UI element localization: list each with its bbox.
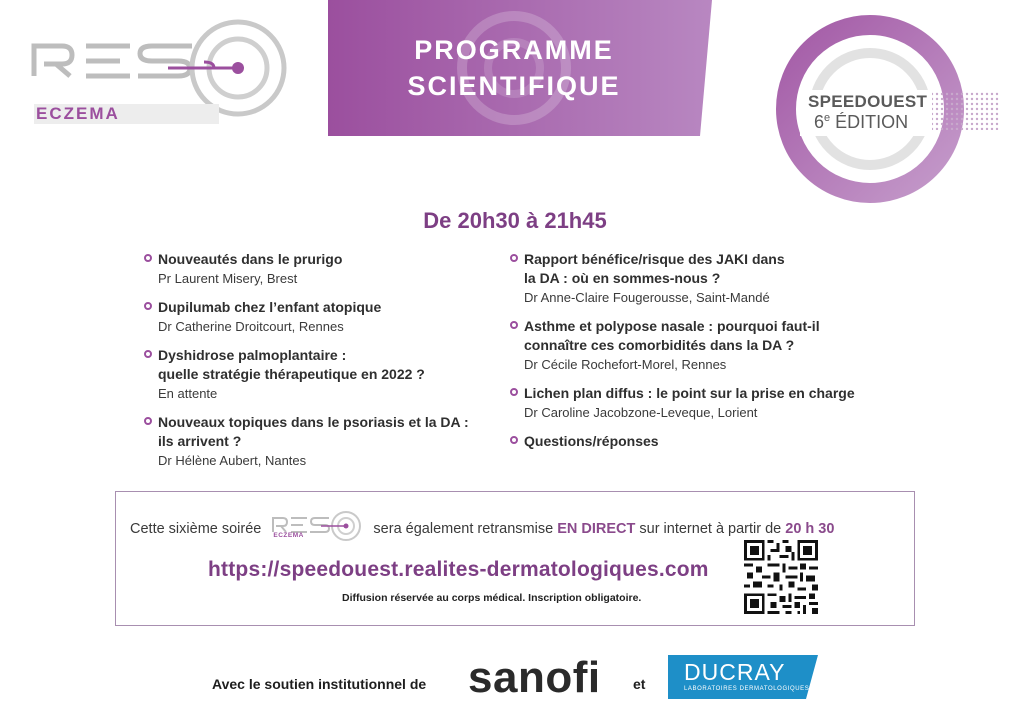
program-item-title: Dyshidrose palmoplantaire : quelle stratégie thérapeutique en 2022 ? [158,347,425,382]
edition-number [814,112,908,133]
logo-graphic [28,18,290,118]
bullet-icon [510,254,518,262]
program-right-column [510,250,900,461]
program-item [144,346,494,403]
mini-reseczema-logo [271,510,363,542]
program-item [510,317,900,374]
reseczema-logo [28,18,290,123]
bullet-icon [510,388,518,396]
edition-num: 6 [814,112,825,132]
program-item [510,250,900,307]
program-item-title: Dupilumab chez l’enfant atopique [158,299,382,315]
website-link[interactable]: https://speedouest.realites-dermatologiques.com [208,558,709,581]
logo-eczema-label: ECZEMA [36,104,120,123]
program-item [510,384,900,422]
and-label: et [633,676,646,692]
broadcast-text-before: Cette sixième soirée [130,520,262,537]
bullet-icon [144,302,152,310]
edition-name: SPEEDOUEST [808,92,928,111]
bullet-icon [144,350,152,358]
ducray-name: DUCRAY [684,659,786,685]
program-item [144,250,494,288]
program-item [510,432,900,451]
program-item-speaker: Dr Cécile Rochefort-Morel, Rennes [524,357,727,372]
program-item-title: Lichen plan diffus : le point sur la prise en charge [524,385,855,401]
ducray-subtitle: LABORATOIRES DERMATOLOGIQUES [684,686,810,692]
program-item-title: Questions/réponses [524,433,659,449]
program-item-title: Rapport bénéfice/risque des JAKI dans la DA : où en sommes-nous ? [524,251,785,286]
program-item-speaker: Dr Hélène Aubert, Nantes [158,453,307,468]
banner-title-line2: SCIENTIFIQUE [407,71,621,101]
program-item [144,298,494,336]
program-item-speaker: Dr Caroline Jacobzone-Leveque, Lorient [524,405,758,420]
qr-code-icon[interactable] [744,540,818,614]
program-item-speaker: Dr Anne-Claire Fougerousse, Saint-Mandé [524,290,770,305]
broadcast-text-after: sur internet à partir de [639,520,782,537]
registration-note: Diffusion réservée au corps médical. Inscription obligatoire. [342,592,642,604]
program-item [144,413,494,470]
sanofi-logo: sanofi [468,653,601,702]
program-item-title: Asthme et polypose nasale : pourquoi faut-il connaître ces comorbidités dans la DA ? [524,318,820,353]
broadcast-text-middle: sera également retransmise [373,520,554,537]
broadcast-info-box [115,491,915,626]
program-item-speaker: En attente [158,386,218,401]
program-item-speaker: Pr Laurent Misery, Brest [158,271,298,286]
program-item-speaker: Dr Catherine Droitcourt, Rennes [158,319,344,334]
broadcast-hour: 20 h 30 [785,520,835,537]
program-item-title: Nouveaux topiques dans le psoriasis et la DA : ils arrivent ? [158,414,469,449]
event-time: De 20h30 à 21h45 [423,208,607,233]
support-label: Avec le soutien institutionnel de [212,676,427,692]
program-left-column [144,250,494,480]
bullet-icon [144,417,152,425]
edition-badge [770,12,1010,212]
bullet-icon [510,436,518,444]
live-label: EN DIRECT [557,520,636,537]
ducray-logo [668,655,818,699]
edition-word: ÉDITION [835,112,909,132]
banner-title-line1: PROGRAMME [414,35,614,65]
broadcast-sentence [130,516,834,542]
mini-logo-eczema-label: ECZEMA [273,532,304,539]
program-item-title: Nouveautés dans le prurigo [158,251,343,267]
bullet-icon [510,321,518,329]
edition-sup: e [824,112,831,124]
program-banner [328,0,712,136]
bullet-icon [144,254,152,262]
